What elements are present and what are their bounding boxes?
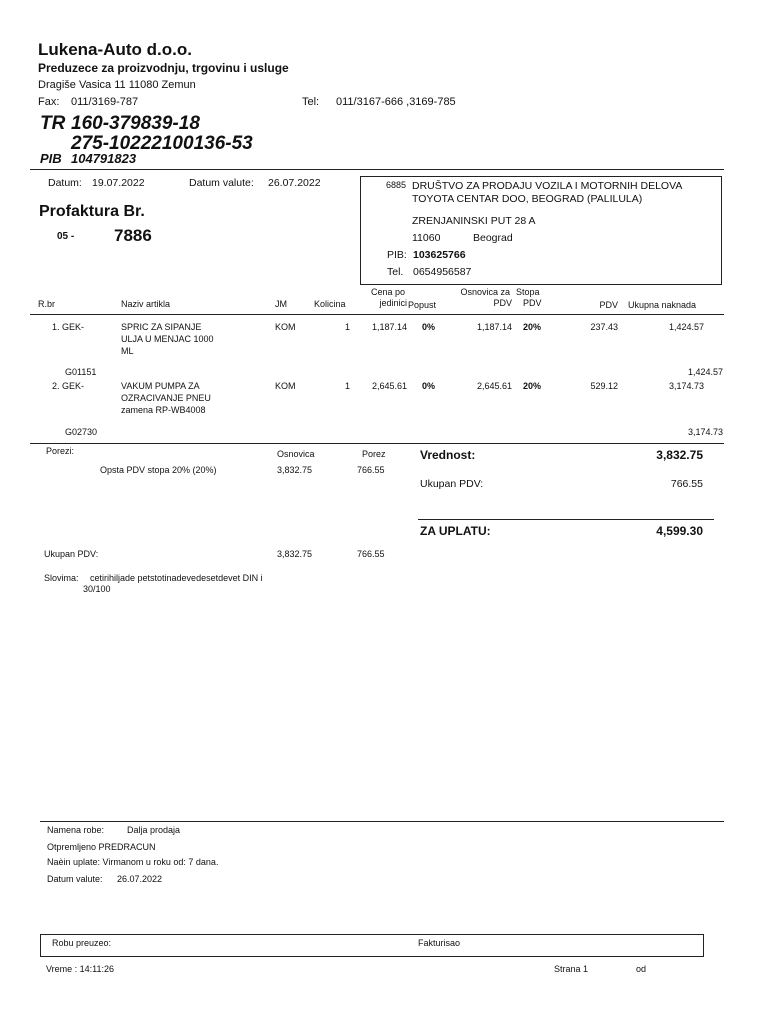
buyer-city: Beograd (473, 232, 513, 244)
taxes-ukupan-label: Ukupan PDV: (44, 549, 99, 559)
otpremljeno: Otpremljeno PREDRACUN (47, 842, 156, 852)
table-bottom-divider (30, 443, 724, 444)
robu-preuzeo-label: Robu preuzeo: (52, 938, 112, 948)
buyer-pib: 103625766 (413, 249, 466, 261)
taxes-porez-header: Porez (362, 449, 386, 459)
taxes-osnovica-header: Osnovica (277, 449, 315, 459)
row-naziv-line2: ULJA U MENJAC 1000 (121, 334, 214, 344)
slovima-line2: 30/100 (83, 584, 111, 594)
company-tr2: 275-10222100136-53 (71, 133, 253, 154)
footer-datum-valute-value: 26.07.2022 (117, 874, 163, 884)
page-of: od (636, 964, 647, 974)
col-header-osnovica-line1: Osnovica za (460, 287, 510, 297)
slovima-label: Slovima: (44, 573, 79, 583)
row-code: G01151 (65, 367, 97, 377)
row-cena: 2,645.61 (371, 381, 407, 391)
fakturisao-label: Fakturisao (418, 938, 461, 948)
taxes-ukupan-osnovica: 3,832.75 (277, 549, 313, 559)
namena-value: Dalja prodaja (127, 825, 181, 835)
row-code: G02730 (65, 427, 98, 437)
company-tagline: Preduzece za proizvodnju, trgovinu i usluge (38, 61, 289, 75)
row-naziv-line3: zamena RP-WB4008 (121, 405, 206, 415)
company-pib-label: PIB (40, 151, 62, 166)
row-rbr: 2. GEK- (52, 381, 85, 391)
company-tr1: 160-379839-18 (71, 113, 200, 134)
col-header-naziv: Naziv artikla (121, 299, 171, 309)
header-divider (30, 169, 724, 170)
row-osnovica: 2,645.61 (476, 381, 512, 391)
footer-divider (40, 821, 724, 822)
za-uplatu-value: 4,599.30 (656, 524, 703, 538)
row-rbr: 1. GEK- (52, 322, 85, 332)
row-ukupna: 1,424.57 (668, 322, 704, 332)
taxes-line-osnovica: 3,832.75 (277, 465, 313, 475)
taxes-line-label: Opsta PDV stopa 20% (20%) (100, 465, 217, 475)
row-pdv: 529.12 (590, 381, 618, 391)
buyer-zip: 11060 (412, 232, 441, 244)
col-header-rbr: R.br (38, 299, 56, 309)
totals-ukupan-pdv-label: Ukupan PDV: (420, 478, 484, 490)
col-header-jm: JM (275, 299, 287, 309)
row-kolicina: 1 (344, 381, 350, 391)
row-naziv-line1: SPRIC ZA SIPANJE (121, 322, 202, 332)
invoice-number: 7886 (114, 226, 152, 245)
namena-label: Namena robe: (47, 825, 105, 835)
za-uplatu-label: ZA UPLATU: (420, 524, 491, 538)
datum-label: Datum: (48, 177, 82, 189)
totals-divider (418, 519, 714, 520)
buyer-name-line2: TOYOTA CENTAR DOO, BEOGRAD (PALILULA) (412, 193, 643, 205)
row-ukupna: 3,174.73 (668, 381, 704, 391)
col-header-kolicina: Kolicina (314, 299, 346, 309)
row-stopa: 20% (523, 381, 542, 391)
datum-valute-label: Datum valute: (189, 177, 254, 189)
col-header-cena-line2: jedinici (379, 298, 407, 308)
page-number: Strana 1 (554, 964, 589, 974)
buyer-tel-label: Tel. (387, 266, 404, 278)
row-pdv: 237.43 (590, 322, 618, 332)
slovima-line1: cetirihiljade petstotinadevedesetdevet DIN i (90, 573, 263, 583)
company-fax: 011/3169-787 (71, 96, 139, 108)
row-subtotal: 3,174.73 (687, 427, 723, 437)
vrednost-value: 3,832.75 (656, 448, 703, 462)
taxes-line-porez: 766.55 (357, 465, 385, 475)
company-name: Lukena-Auto d.o.o. (38, 40, 192, 59)
col-header-pdv: PDV (599, 300, 618, 310)
col-header-ukupna: Ukupna naknada (628, 300, 697, 310)
taxes-ukupan-porez: 766.55 (357, 549, 385, 559)
col-header-stopa-line1: Stopa (516, 287, 540, 297)
nacin-uplate: Naèin uplate: Virmanom u roku od: 7 dana. (47, 857, 219, 867)
row-subtotal: 1,424.57 (687, 367, 723, 377)
row-naziv-line2: OZRACIVANJE PNEU (121, 393, 211, 403)
col-header-stopa-line2: PDV (523, 298, 542, 308)
row-stopa: 20% (523, 322, 542, 332)
col-header-cena-line1: Cena po (370, 287, 405, 297)
row-osnovica: 1,187.14 (476, 322, 512, 332)
row-cena: 1,187.14 (371, 322, 407, 332)
company-pib: 104791823 (71, 151, 137, 166)
row-jm: KOM (275, 322, 296, 332)
company-tel: 011/3167-666 ,3169-785 (336, 96, 456, 108)
totals-ukupan-pdv-value: 766.55 (670, 478, 703, 490)
buyer-street: ZRENJANINSKI PUT 28 A (412, 215, 536, 227)
row-kolicina: 1 (344, 322, 350, 332)
buyer-name-line1: DRUŠTVO ZA PRODAJU VOZILA I MOTORNIH DELOVA (412, 180, 683, 192)
invoice-prefix: 05 - (57, 231, 75, 242)
porezi-label: Porezi: (46, 446, 75, 456)
company-tel-label: Tel: (302, 96, 320, 108)
print-time: Vreme : 14:11:26 (46, 964, 115, 974)
vrednost-label: Vrednost: (420, 448, 476, 462)
buyer-pib-label: PIB: (387, 249, 407, 261)
footer-datum-valute-label: Datum valute: (47, 874, 103, 884)
row-jm: KOM (275, 381, 296, 391)
signature-box (40, 934, 704, 957)
company-fax-label: Fax: (38, 96, 60, 108)
buyer-code: 6885 (386, 180, 407, 190)
invoice-title: Profaktura Br. (39, 203, 145, 220)
company-address: Dragiše Vasica 11 11080 Zemun (38, 79, 196, 91)
row-popust: 0% (422, 381, 436, 391)
col-header-osnovica-line2: PDV (493, 298, 512, 308)
company-tr-label: TR (40, 113, 66, 134)
row-naziv-line3: ML (121, 346, 134, 356)
row-popust: 0% (422, 322, 436, 332)
datum-value: 19.07.2022 (92, 177, 145, 189)
datum-valute-value: 26.07.2022 (268, 177, 321, 189)
col-header-popust: Popust (408, 300, 437, 310)
row-naziv-line1: VAKUM PUMPA ZA (121, 381, 200, 391)
table-header-divider (30, 314, 724, 315)
buyer-tel: 0654956587 (413, 266, 472, 278)
